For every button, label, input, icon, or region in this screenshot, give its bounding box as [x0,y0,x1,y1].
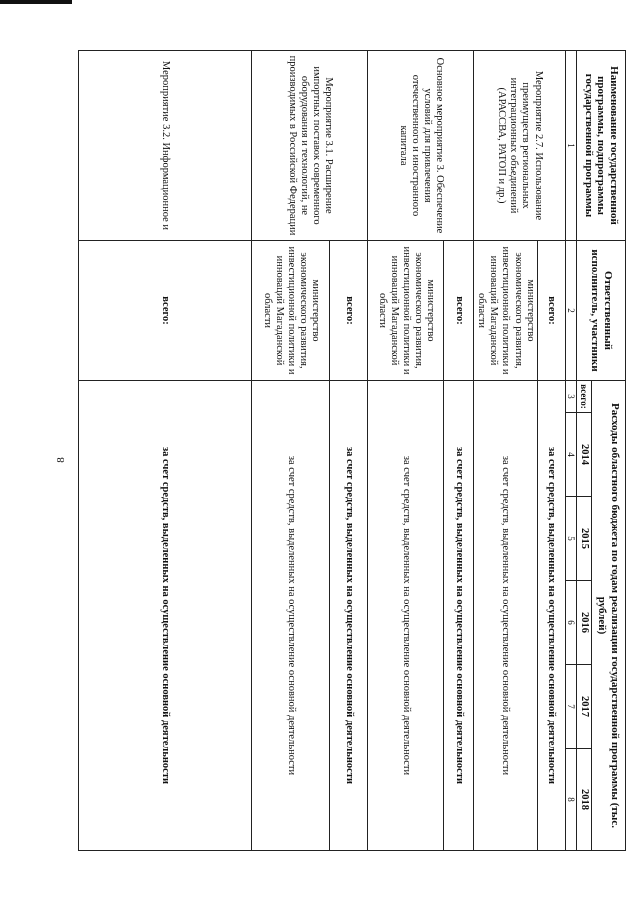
row-total-text-3: за счет средств, выделенных на осуществление основной деятельности [444,381,474,851]
header-year-2014: 2014 [576,413,591,497]
row-name-2-7: Мероприятие 2.7. Использование преимуществ региональных интеграционных объединений (АРАССВА, РАТОП и др.) [474,51,565,241]
row-total-text-2-7: за счет средств, выделенных на осуществление основной деятельности [537,381,565,851]
page-number: 8 [54,457,67,463]
col-number-7: 7 [565,665,576,749]
col-number-4: 4 [565,413,576,497]
row-name-3: Основное мероприятие 3. Обеспечение условий для привлечения отечественного и иностранного капитала [368,51,474,241]
col-number-1: 1 [565,51,576,241]
col-number-6: 6 [565,581,576,665]
row-total-text-3-1: за счет средств, выделенных на осуществление основной деятельности [330,381,368,851]
row-executor-3: министерство экономического развития, инвестиционной политики и инноваций Магаданской области [368,241,444,381]
header-year-2016: 2016 [576,581,591,665]
row-name-3-1: Мероприятие 3.1. Расширение импортных поставок современного оборудования и технологий, не производимых в Российской Федерации [252,51,368,241]
header-year-2017: 2017 [576,665,591,749]
row-total-label-3: всего: [444,241,474,381]
row-total-text-3-2: за счет средств, выделенных на осуществление основной деятельности [79,381,252,851]
row-executor-text-2-7: за счет средств, выделенных на осуществление основной деятельности [474,381,537,851]
top-rule [0,0,72,4]
header-year-2018: 2018 [576,749,591,851]
row-executor-2-7: министерство экономического развития, инвестиционной политики и инноваций Магаданской области [474,241,537,381]
row-total-label-3-1: всего: [330,241,368,381]
rotated-page [78,50,626,850]
header-col2: Ответственный исполнитель, участники [576,241,625,381]
row-total-label-3-2: всего: [79,241,252,381]
col-number-3: 3 [565,381,576,413]
row-executor-text-3: за счет средств, выделенных на осуществление основной деятельности [368,381,444,851]
budget-table [78,50,626,851]
header-col1: Наименование государственной программы, подпрограммы государственной программы [576,51,625,241]
header-total: всего: [576,381,591,413]
row-executor-text-3-1: за счет средств, выделенных на осуществление основной деятельности [252,381,330,851]
row-executor-3-1: министерство экономического развития, инвестиционной политики и инноваций Магаданской области [252,241,330,381]
col-number-8: 8 [565,749,576,851]
row-name-3-2: Мероприятие 3.2. Информационное и [79,51,252,241]
header-expenses: Расходы областного бюджета по годам реализации государственной программы (тыс. рублей) [592,381,626,851]
header-year-2015: 2015 [576,497,591,581]
row-total-label-2-7: всего: [537,241,565,381]
col-number-5: 5 [565,497,576,581]
col-number-2: 2 [565,241,576,381]
